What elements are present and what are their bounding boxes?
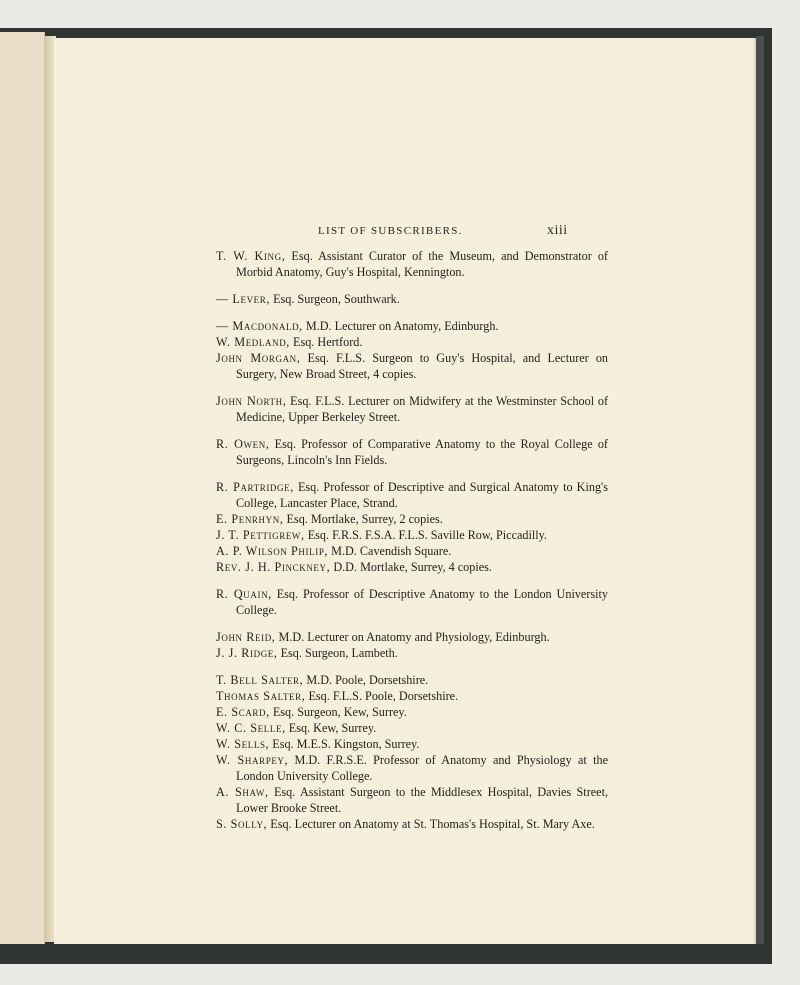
subscriber-name: John Morgan, xyxy=(216,351,301,365)
subscriber-details: Esq. Professor of Descriptive Anatomy to the London University College. xyxy=(236,587,608,617)
subscriber-entry xyxy=(216,393,608,425)
subscriber-entry xyxy=(216,688,608,704)
subscriber-entry xyxy=(216,816,608,832)
subscriber-details: Esq. Hertford. xyxy=(289,335,363,349)
subscriber-entry xyxy=(216,704,608,720)
subscriber-details: Esq. Lecturer on Anatomy at St. Thomas's Hospital, St. Mary Axe. xyxy=(267,817,595,831)
subscriber-details: M.D. Lecturer on Anatomy and Physiology, Edinburgh. xyxy=(275,630,550,644)
subscriber-name: E. Penrhyn, xyxy=(216,512,284,526)
running-head-title: LIST OF SUBSCRIBERS. xyxy=(318,225,463,237)
subscriber-details: Esq. Kew, Surrey. xyxy=(285,721,377,735)
subscriber-entry xyxy=(216,334,608,350)
subscriber-entry xyxy=(216,559,608,575)
subscriber-entry xyxy=(216,527,608,543)
subscriber-entry xyxy=(216,511,608,527)
subscriber-details: M.D. Cavendish Square. xyxy=(328,544,452,558)
subscriber-name: John North, xyxy=(216,394,287,408)
book-page xyxy=(54,38,756,944)
subscriber-entry xyxy=(216,586,608,618)
subscriber-name: T. Bell Salter, xyxy=(216,673,304,687)
subscriber-entry xyxy=(216,720,608,736)
subscriber-name: S. Solly, xyxy=(216,817,268,831)
subscriber-name: T. W. King, xyxy=(216,249,286,263)
subscriber-name: J. T. Pettigrew, xyxy=(216,528,305,542)
subscriber-entry xyxy=(216,248,608,280)
subscriber-entry xyxy=(216,350,608,382)
subscriber-name: — Macdonald, xyxy=(216,319,303,333)
subscriber-entry xyxy=(216,672,608,688)
page-number: xiii xyxy=(547,223,568,238)
facing-page xyxy=(0,32,45,944)
subscriber-name: R. Owen, xyxy=(216,437,270,451)
subscriber-details: Esq. F.L.S. Lecturer on Midwifery at the Westminster School of Medicine, Upper Berkeley Street. xyxy=(236,394,609,424)
subscriber-name: W. Sells, xyxy=(216,737,270,751)
subscriber-details: Esq. F.R.S. F.S.A. F.L.S. Saville Row, Piccadilly. xyxy=(304,528,547,542)
subscriber-list xyxy=(216,248,608,832)
subscriber-name: Thomas Salter, xyxy=(216,689,306,703)
subscriber-name: W. Sharpey, xyxy=(216,753,289,767)
subscriber-name: A. P. Wilson Philip, xyxy=(216,544,329,558)
subscriber-details: M.D. F.R.S.E. Professor of Anatomy and Physiology at the London University College. xyxy=(236,753,608,783)
subscriber-name: A. Shaw, xyxy=(216,785,269,799)
subscriber-name: R. Partridge, xyxy=(216,480,294,494)
subscriber-details: Esq. Assistant Surgeon to the Middlesex Hospital, Davies Street, Lower Brooke Street. xyxy=(236,785,609,815)
subscriber-entry xyxy=(216,645,608,661)
subscriber-name: E. Scard, xyxy=(216,705,270,719)
subscriber-details: M.D. Poole, Dorsetshire. xyxy=(303,673,429,687)
subscriber-entry xyxy=(216,752,608,784)
subscriber-entry xyxy=(216,291,608,307)
subscriber-details: Esq. Surgeon, Southwark. xyxy=(270,292,400,306)
subscriber-name: R. Quain, xyxy=(216,587,272,601)
subscriber-details: Esq. Surgeon, Lambeth. xyxy=(277,646,398,660)
subscriber-entry xyxy=(216,629,608,645)
subscriber-name: W. Medland, xyxy=(216,335,290,349)
subscriber-entry xyxy=(216,318,608,334)
subscriber-details: Esq. Surgeon, Kew, Surrey. xyxy=(269,705,407,719)
subscriber-name: J. J. Ridge, xyxy=(216,646,278,660)
subscriber-entry xyxy=(216,479,608,511)
subscriber-name: — Lever, xyxy=(216,292,271,306)
subscriber-details: Esq. F.L.S. Surgeon to Guy's Hospital, and Lecturer on Surgery, New Broad Street, 4 copies. xyxy=(236,351,609,381)
subscriber-entry xyxy=(216,436,608,468)
subscriber-name: John Reid, xyxy=(216,630,276,644)
subscriber-name: Rev. J. H. Pinckney, xyxy=(216,560,331,574)
subscriber-details: M.D. Lecturer on Anatomy, Edinburgh. xyxy=(302,319,499,333)
subscriber-details: Esq. M.E.S. Kingston, Surrey. xyxy=(269,737,420,751)
subscriber-details: Esq. Professor of Comparative Anatomy to the Royal College of Surgeons, Lincoln's Inn Fields. xyxy=(236,437,608,467)
subscriber-entry xyxy=(216,784,608,816)
subscriber-details: Esq. F.L.S. Poole, Dorsetshire. xyxy=(305,689,459,703)
subscriber-details: D.D. Mortlake, Surrey, 4 copies. xyxy=(330,560,492,574)
subscriber-details: Esq. Professor of Descriptive and Surgical Anatomy to King's College, Lancaster Place, Strand. xyxy=(236,480,608,510)
subscriber-name: W. C. Selle, xyxy=(216,721,286,735)
page-fore-edge xyxy=(756,36,764,944)
subscriber-entry xyxy=(216,543,608,559)
subscriber-details: Esq. Mortlake, Surrey, 2 copies. xyxy=(283,512,443,526)
subscriber-entry xyxy=(216,736,608,752)
subscriber-details: Esq. Assistant Curator of the Museum, and Demonstrator of Morbid Anatomy, Guy's Hospital, Kennington. xyxy=(236,249,608,279)
